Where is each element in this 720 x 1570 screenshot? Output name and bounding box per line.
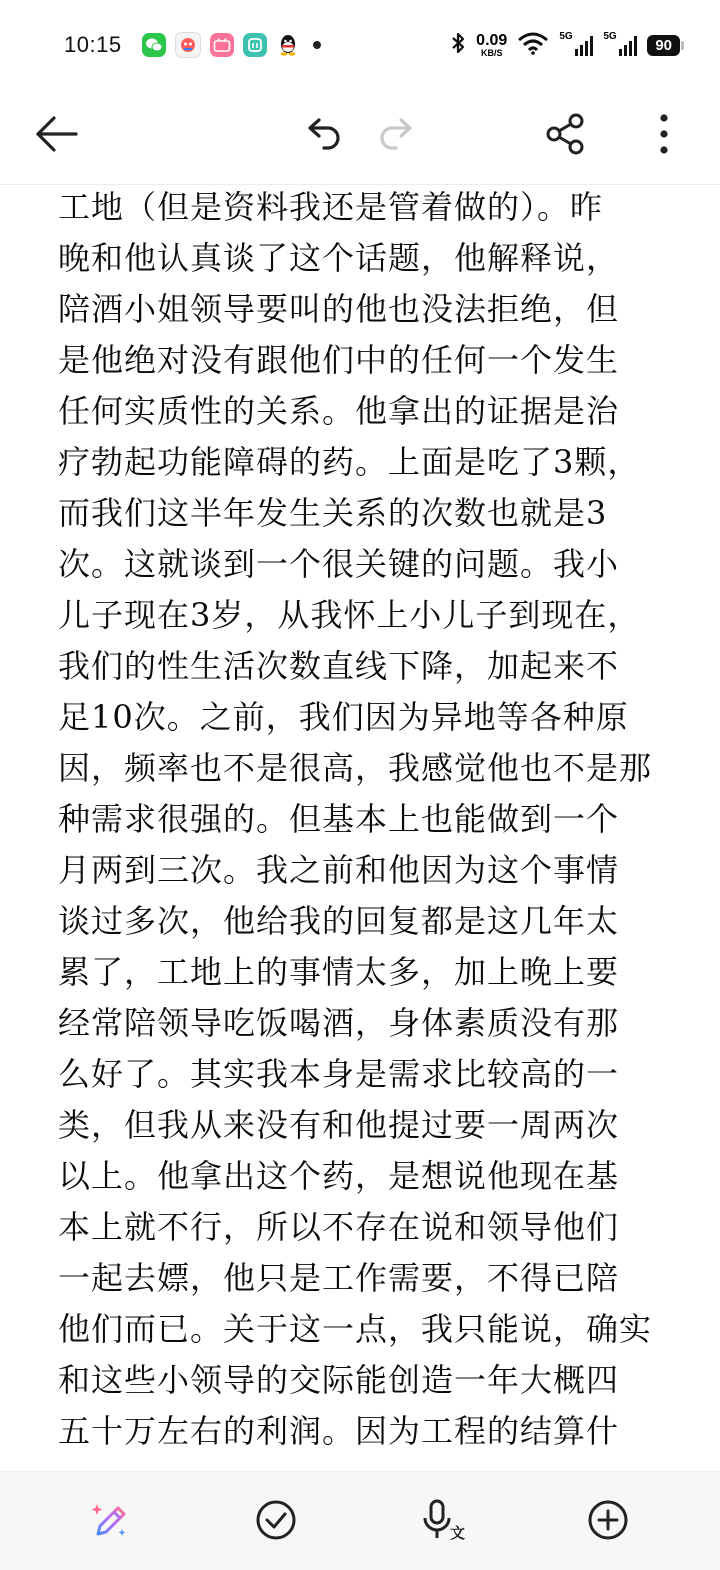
- note-line: 而我们这半年发生关系的次数也就是3: [58, 494, 608, 532]
- network-speed-value: 0.09: [476, 31, 508, 49]
- note-line: 累了，工地上的事情太多，加上晚上要: [58, 953, 620, 991]
- more-icon: [658, 113, 670, 159]
- undo-button[interactable]: [292, 106, 352, 166]
- ai-assist-button[interactable]: [80, 1492, 140, 1552]
- note-line: 种需求很强的。但基本上也能做到一个: [58, 800, 620, 838]
- mi-home-icon: [243, 33, 267, 57]
- wifi-icon: [517, 31, 549, 59]
- bluetooth-icon: [450, 31, 466, 59]
- checklist-icon: [254, 1498, 298, 1546]
- wechat-icon: [142, 33, 166, 57]
- note-content[interactable]: [0, 185, 720, 1470]
- status-bar: [0, 0, 720, 90]
- note-line: 任何实质性的关系。他拿出的证据是治: [58, 392, 620, 430]
- share-icon: [544, 112, 588, 160]
- network-speed: [476, 33, 507, 58]
- network-speed-unit: KB/S: [480, 47, 503, 58]
- note-line: 谈过多次，他给我的回复都是这几年太: [58, 902, 620, 940]
- note-line: 五十万左右的利润。因为工程的结算什: [58, 1412, 620, 1450]
- bottom-action-bar: [0, 1471, 720, 1570]
- status-indicators: [450, 31, 680, 59]
- note-line: 类，但我从来没有和他提过要一周两次: [58, 1106, 620, 1144]
- battery-indicator: 90: [647, 35, 680, 56]
- share-button[interactable]: [536, 106, 596, 166]
- more-notifications-dot: [313, 41, 321, 49]
- note-line: 一起去嫖，他只是工作需要，不得已陪: [58, 1259, 620, 1297]
- cellular-signal-2: [603, 32, 637, 58]
- note-line: 工地（但是资料我还是管着做的）。昨: [58, 188, 604, 226]
- note-line: 足10次。之前，我们因为异地等各种原: [58, 698, 629, 736]
- note-line: 经常陪领导吃饭喝酒，身体素质没有那: [58, 1004, 620, 1042]
- qq-icon: [276, 33, 300, 57]
- note-line: 次。这就谈到一个很关键的问题。我小: [58, 545, 620, 583]
- note-line: 我们的性生活次数直线下降，加起来不: [58, 647, 620, 685]
- add-icon: [586, 1498, 630, 1546]
- cellular-signal-1: [559, 32, 593, 58]
- notification-icons: [142, 32, 321, 58]
- note-line: 本上就不行，所以不存在说和领导他们: [58, 1208, 620, 1246]
- note-line: 月两到三次。我之前和他因为这个事情: [58, 851, 620, 889]
- voice-to-text-icon: [420, 1498, 468, 1546]
- voice-to-text-button[interactable]: [414, 1492, 474, 1552]
- note-line: 晚和他认真谈了这个话题，他解释说，: [58, 239, 620, 277]
- svg-text:文: 文: [450, 1524, 466, 1542]
- signal-1-label: 5G: [559, 31, 573, 42]
- checklist-button[interactable]: [246, 1492, 306, 1552]
- note-line: 疗勃起功能障碍的药。上面是吃了3颗，: [58, 443, 641, 481]
- note-line: 以上。他拿出这个药，是想说他现在基: [58, 1157, 620, 1195]
- undo-icon: [300, 116, 344, 156]
- redo-icon: [376, 116, 420, 156]
- signal-2-label: 5G: [603, 31, 617, 42]
- note-line: 是他绝对没有跟他们中的任何一个发生: [58, 341, 620, 379]
- status-time: 10:15: [64, 32, 122, 57]
- bilibili-icon: [210, 33, 234, 57]
- add-button[interactable]: [578, 1492, 638, 1552]
- note-line: 儿子现在3岁，从我怀上小儿子到现在，: [58, 596, 641, 634]
- ai-pen-icon: [88, 1498, 132, 1546]
- redo-button[interactable]: [368, 106, 428, 166]
- more-options-button[interactable]: [634, 106, 694, 166]
- back-arrow-icon: [32, 114, 80, 158]
- note-line: 他们而已。关于这一点，我只能说，确实: [58, 1310, 653, 1348]
- note-toolbar: [0, 90, 720, 182]
- note-line: 么好了。其实我本身是需求比较高的一: [58, 1055, 620, 1093]
- note-line: 陪酒小姐领导要叫的他也没法拒绝，但: [58, 290, 620, 328]
- game-icon: [175, 32, 201, 58]
- note-line: 和这些小领导的交际能创造一年大概四: [58, 1361, 620, 1399]
- note-line: 因，频率也不是很高，我感觉他也不是那: [58, 749, 653, 787]
- back-button[interactable]: [26, 106, 86, 166]
